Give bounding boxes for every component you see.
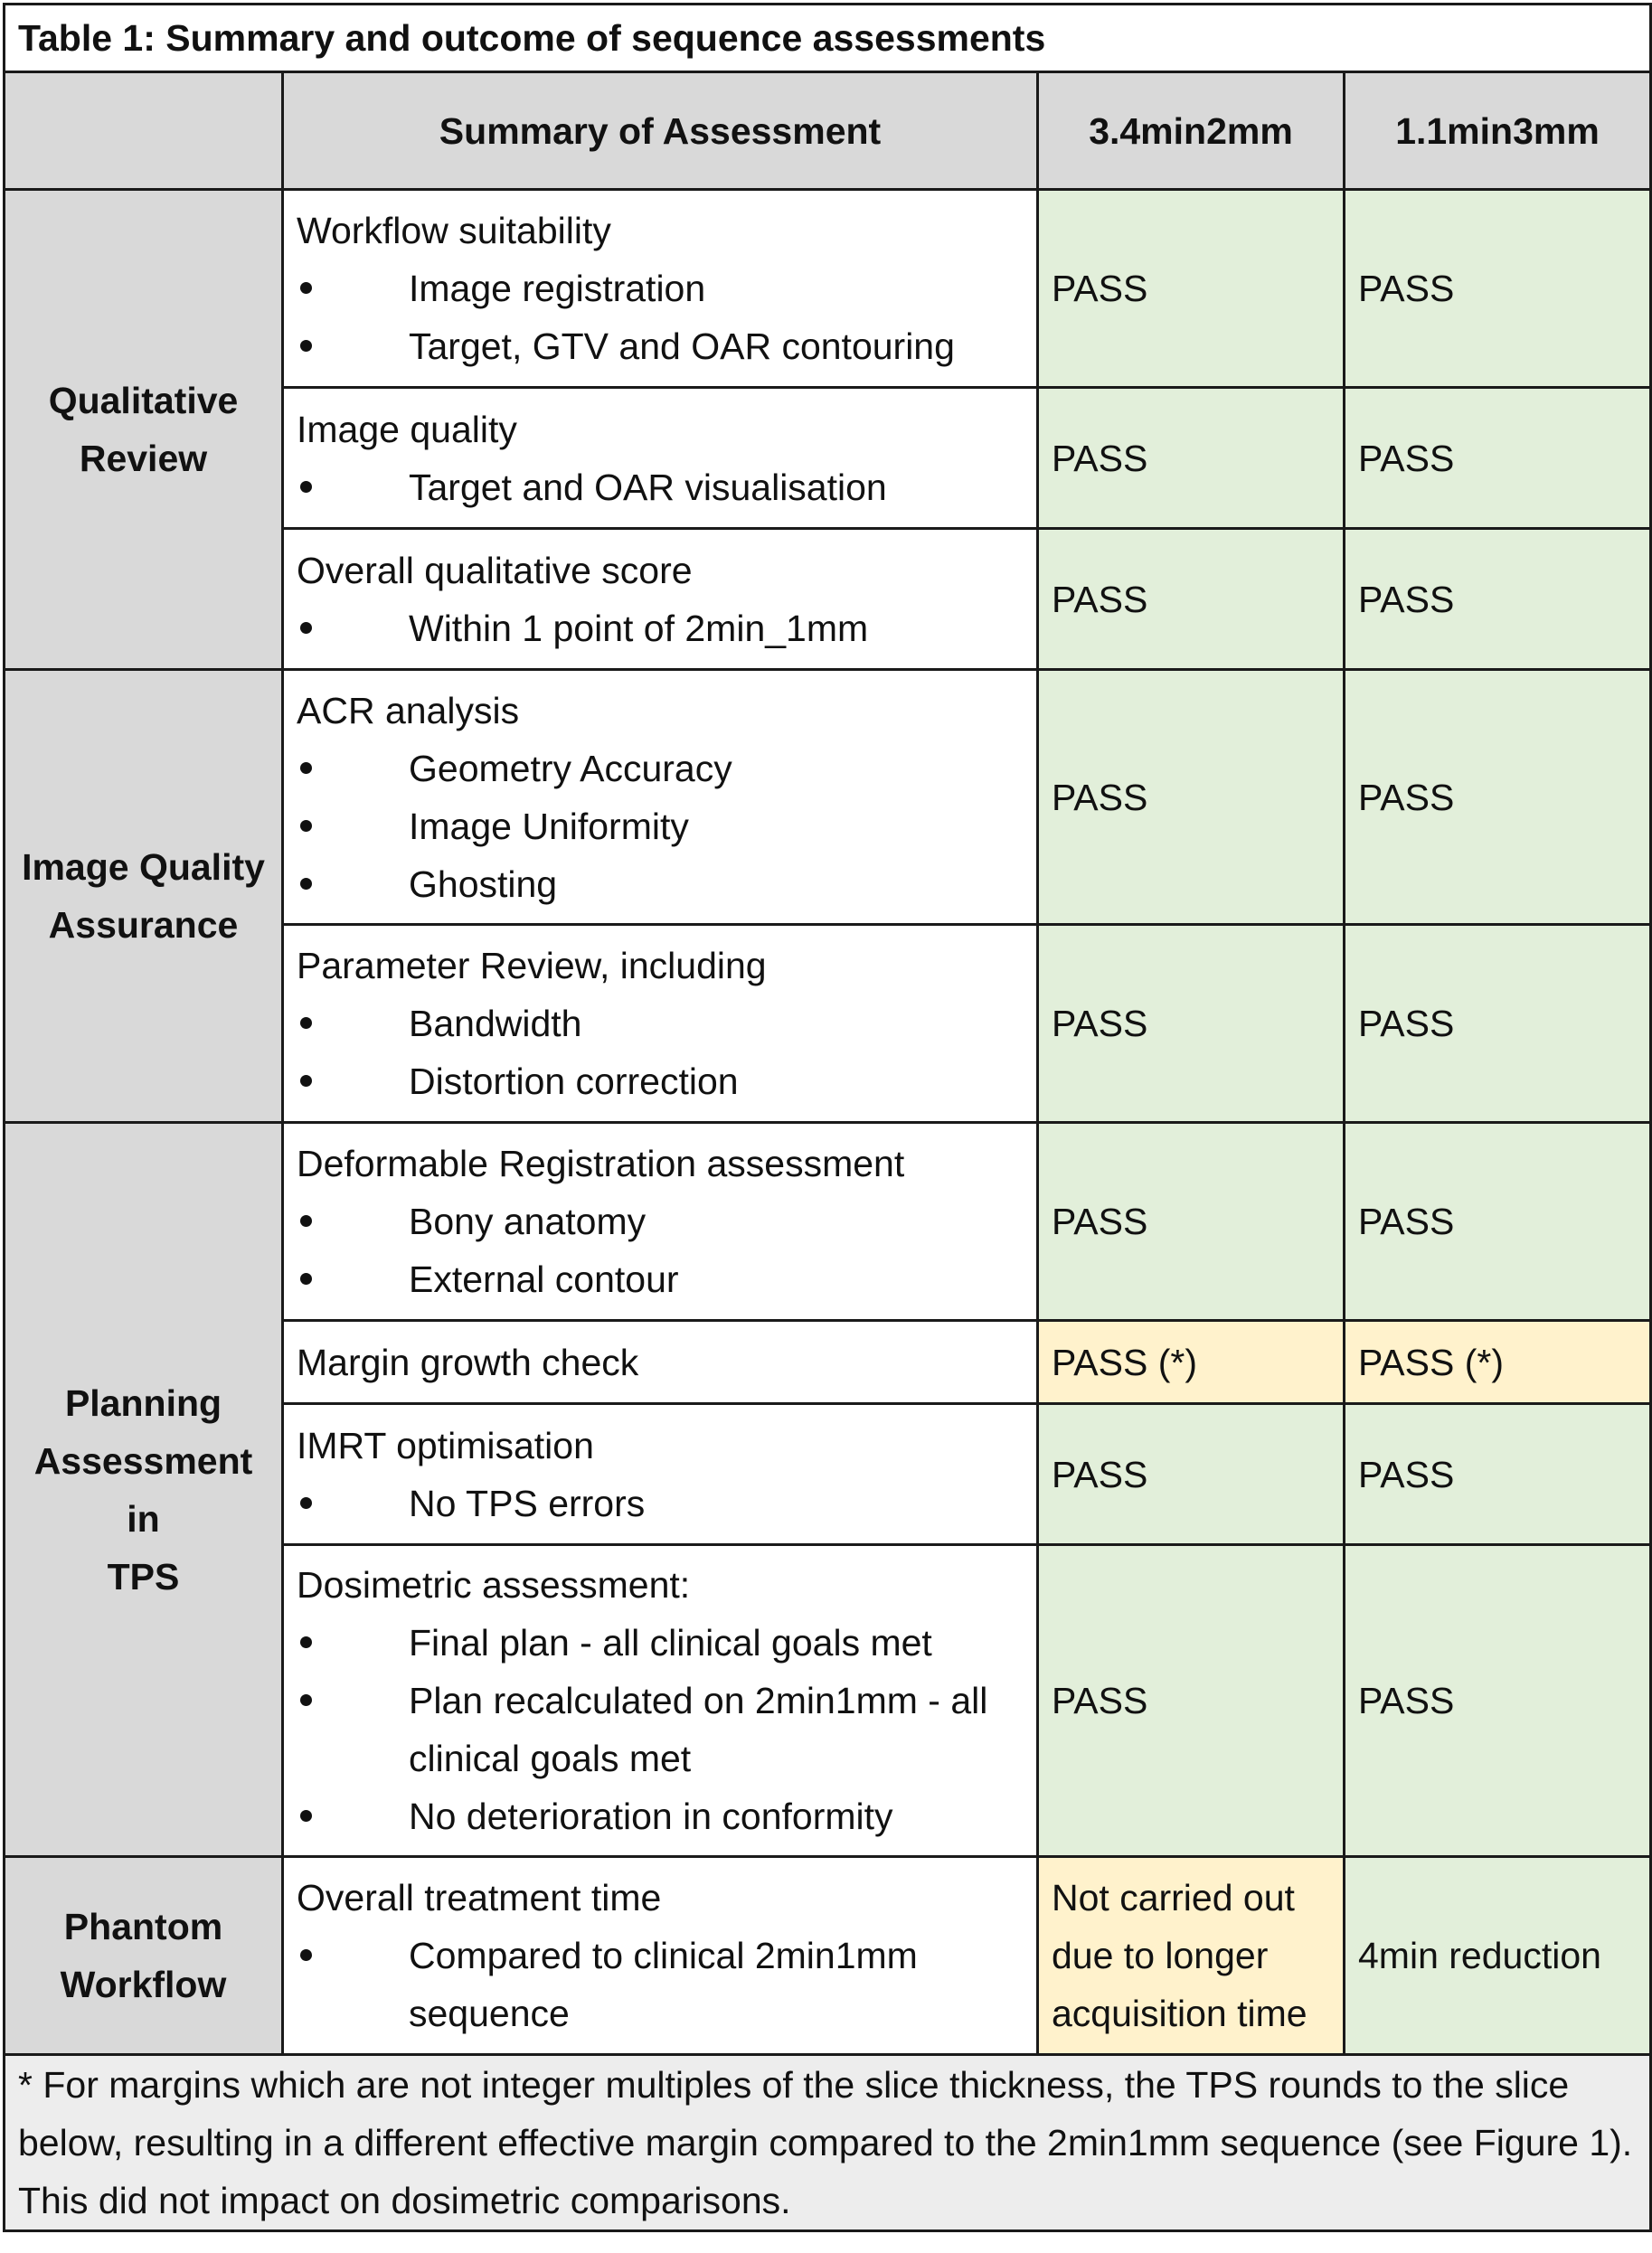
- bullet-icon: [300, 622, 312, 634]
- bullet-icon: [300, 1810, 312, 1822]
- table-row: [5, 1857, 1651, 2055]
- item-title: Workflow suitability: [297, 210, 611, 251]
- list-item: Geometry Accuracy: [297, 740, 1024, 797]
- bullet-icon: [300, 878, 312, 890]
- bullet-icon: [300, 340, 312, 352]
- result-col-a: PASS: [1038, 529, 1345, 670]
- bullet-icon: [300, 1636, 312, 1648]
- list-item: Image Uniformity: [297, 797, 1024, 855]
- result-col-b: PASS: [1345, 388, 1651, 529]
- list-item: Bandwidth: [297, 995, 1024, 1052]
- list-item: External contour: [297, 1250, 1024, 1308]
- group-phantom-workflow: [5, 1857, 283, 2055]
- group-label-line: Phantom: [63, 1906, 223, 1947]
- item-title: Deformable Registration assessment: [297, 1143, 905, 1184]
- bullet-list: [297, 1614, 1024, 1845]
- list-item: Target, GTV and OAR contouring: [297, 317, 1024, 375]
- header-col-b: 1.1min3mm: [1345, 72, 1651, 190]
- item-title: Image quality: [297, 408, 517, 450]
- list-item: No TPS errors: [297, 1475, 1024, 1532]
- summary-cell: [283, 1857, 1038, 2055]
- group-label-line: Review: [79, 438, 208, 479]
- group-qualitative-review: [5, 190, 283, 670]
- result-col-a: PASS: [1038, 190, 1345, 388]
- result-col-a: PASS: [1038, 1404, 1345, 1545]
- item-title: Parameter Review, including: [297, 945, 767, 986]
- list-item: Distortion correction: [297, 1052, 1024, 1110]
- header-blank: [5, 72, 283, 190]
- header-col-a: 3.4min2mm: [1038, 72, 1345, 190]
- group-label-line: Planning: [64, 1381, 222, 1424]
- bullet-icon: [300, 820, 312, 832]
- bullet-list: [297, 259, 1024, 375]
- bullet-icon: [300, 762, 312, 774]
- footnote-row: [5, 2055, 1651, 2231]
- bullet-icon: [300, 1694, 312, 1706]
- item-title: Overall qualitative score: [297, 549, 693, 591]
- result-col-a: PASS: [1038, 670, 1345, 925]
- list-item: Plan recalculated on 2min1mm - all clinical goals met: [297, 1672, 1024, 1787]
- table-title: Table 1: Summary and outcome of sequence assessments: [5, 5, 1651, 72]
- result-col-b: PASS: [1345, 670, 1651, 925]
- bullet-icon: [300, 1273, 312, 1285]
- bullet-list: [297, 1475, 1024, 1532]
- result-line: Not carried out: [1052, 1877, 1295, 1918]
- group-label-line: Image Quality: [22, 846, 265, 888]
- list-item: Image registration: [297, 259, 1024, 317]
- bullet-icon: [300, 1017, 312, 1029]
- bullet-icon: [300, 1215, 312, 1227]
- bullet-icon: [300, 481, 312, 493]
- summary-cell: [283, 1404, 1038, 1545]
- item-title: IMRT optimisation: [297, 1424, 594, 1466]
- header-summary: Summary of Assessment: [283, 72, 1038, 190]
- result-col-b: PASS: [1345, 1404, 1651, 1545]
- result-col-b: PASS: [1345, 925, 1651, 1123]
- group-label-line: TPS: [107, 1555, 180, 1598]
- summary-cell: [283, 1321, 1038, 1404]
- bullet-list: [297, 599, 1024, 657]
- summary-cell: [283, 388, 1038, 529]
- summary-cell: [283, 190, 1038, 388]
- table-row: [5, 670, 1651, 925]
- footnote: * For margins which are not integer multiples of the slice thickness, the TPS rounds to the slice below, resulting in a different effective margin compared to the 2min1mm sequence (see Figure 1). This did not impact on dosimetric comparisons.: [5, 2055, 1651, 2231]
- group-label-line: Qualitative: [48, 380, 239, 421]
- list-item: Compared to clinical 2min1mm sequence: [297, 1927, 1024, 2042]
- list-item: Bony anatomy: [297, 1192, 1024, 1250]
- item-title: Dosimetric assessment:: [297, 1564, 691, 1606]
- result-col-b: PASS (*): [1345, 1321, 1651, 1404]
- result-col-b: PASS: [1345, 190, 1651, 388]
- summary-cell: [283, 925, 1038, 1123]
- bullet-icon: [300, 1949, 312, 1961]
- bullet-list: [297, 1927, 1024, 2042]
- list-item: Ghosting: [297, 855, 1024, 913]
- result-col-b: PASS: [1345, 1545, 1651, 1857]
- header-row: [5, 72, 1651, 190]
- bullet-list: [297, 458, 1024, 516]
- result-col-a: PASS: [1038, 1545, 1345, 1857]
- bullet-icon: [300, 1075, 312, 1087]
- group-image-quality-assurance: [5, 670, 283, 1123]
- item-title: ACR analysis: [297, 689, 520, 731]
- table-row: [5, 190, 1651, 388]
- list-item: Within 1 point of 2min_1mm: [297, 599, 1024, 657]
- list-item: Final plan - all clinical goals met: [297, 1614, 1024, 1672]
- table-row: [5, 1123, 1651, 1321]
- summary-cell: [283, 670, 1038, 925]
- result-col-a: [1038, 1857, 1345, 2055]
- result-col-a: PASS: [1038, 388, 1345, 529]
- result-col-a: PASS (*): [1038, 1321, 1345, 1404]
- group-label-line: Workflow: [60, 1964, 227, 2005]
- result-col-a: PASS: [1038, 925, 1345, 1123]
- result-line: due to longer: [1052, 1935, 1269, 1976]
- group-label-line: Assessment in: [33, 1439, 253, 1540]
- item-title: Margin growth check: [297, 1341, 639, 1383]
- bullet-list: [297, 740, 1024, 913]
- bullet-list: [297, 995, 1024, 1110]
- list-item: Target and OAR visualisation: [297, 458, 1024, 516]
- summary-cell: [283, 529, 1038, 670]
- result-col-b: PASS: [1345, 529, 1651, 670]
- summary-cell: [283, 1123, 1038, 1321]
- bullet-icon: [300, 282, 312, 294]
- result-col-b: PASS: [1345, 1123, 1651, 1321]
- list-item: No deterioration in conformity: [297, 1787, 1024, 1845]
- table-title-row: [5, 5, 1651, 72]
- summary-cell: [283, 1545, 1038, 1857]
- group-label-line: Assurance: [48, 904, 239, 946]
- assessment-table: [3, 3, 1652, 2232]
- result-col-a: PASS: [1038, 1123, 1345, 1321]
- result-line: acquisition time: [1052, 1993, 1307, 2034]
- item-title: Overall treatment time: [297, 1877, 662, 1918]
- bullet-icon: [300, 1497, 312, 1509]
- bullet-list: [297, 1192, 1024, 1308]
- result-col-b: 4min reduction: [1345, 1857, 1651, 2055]
- group-planning-assessment: [5, 1123, 283, 1857]
